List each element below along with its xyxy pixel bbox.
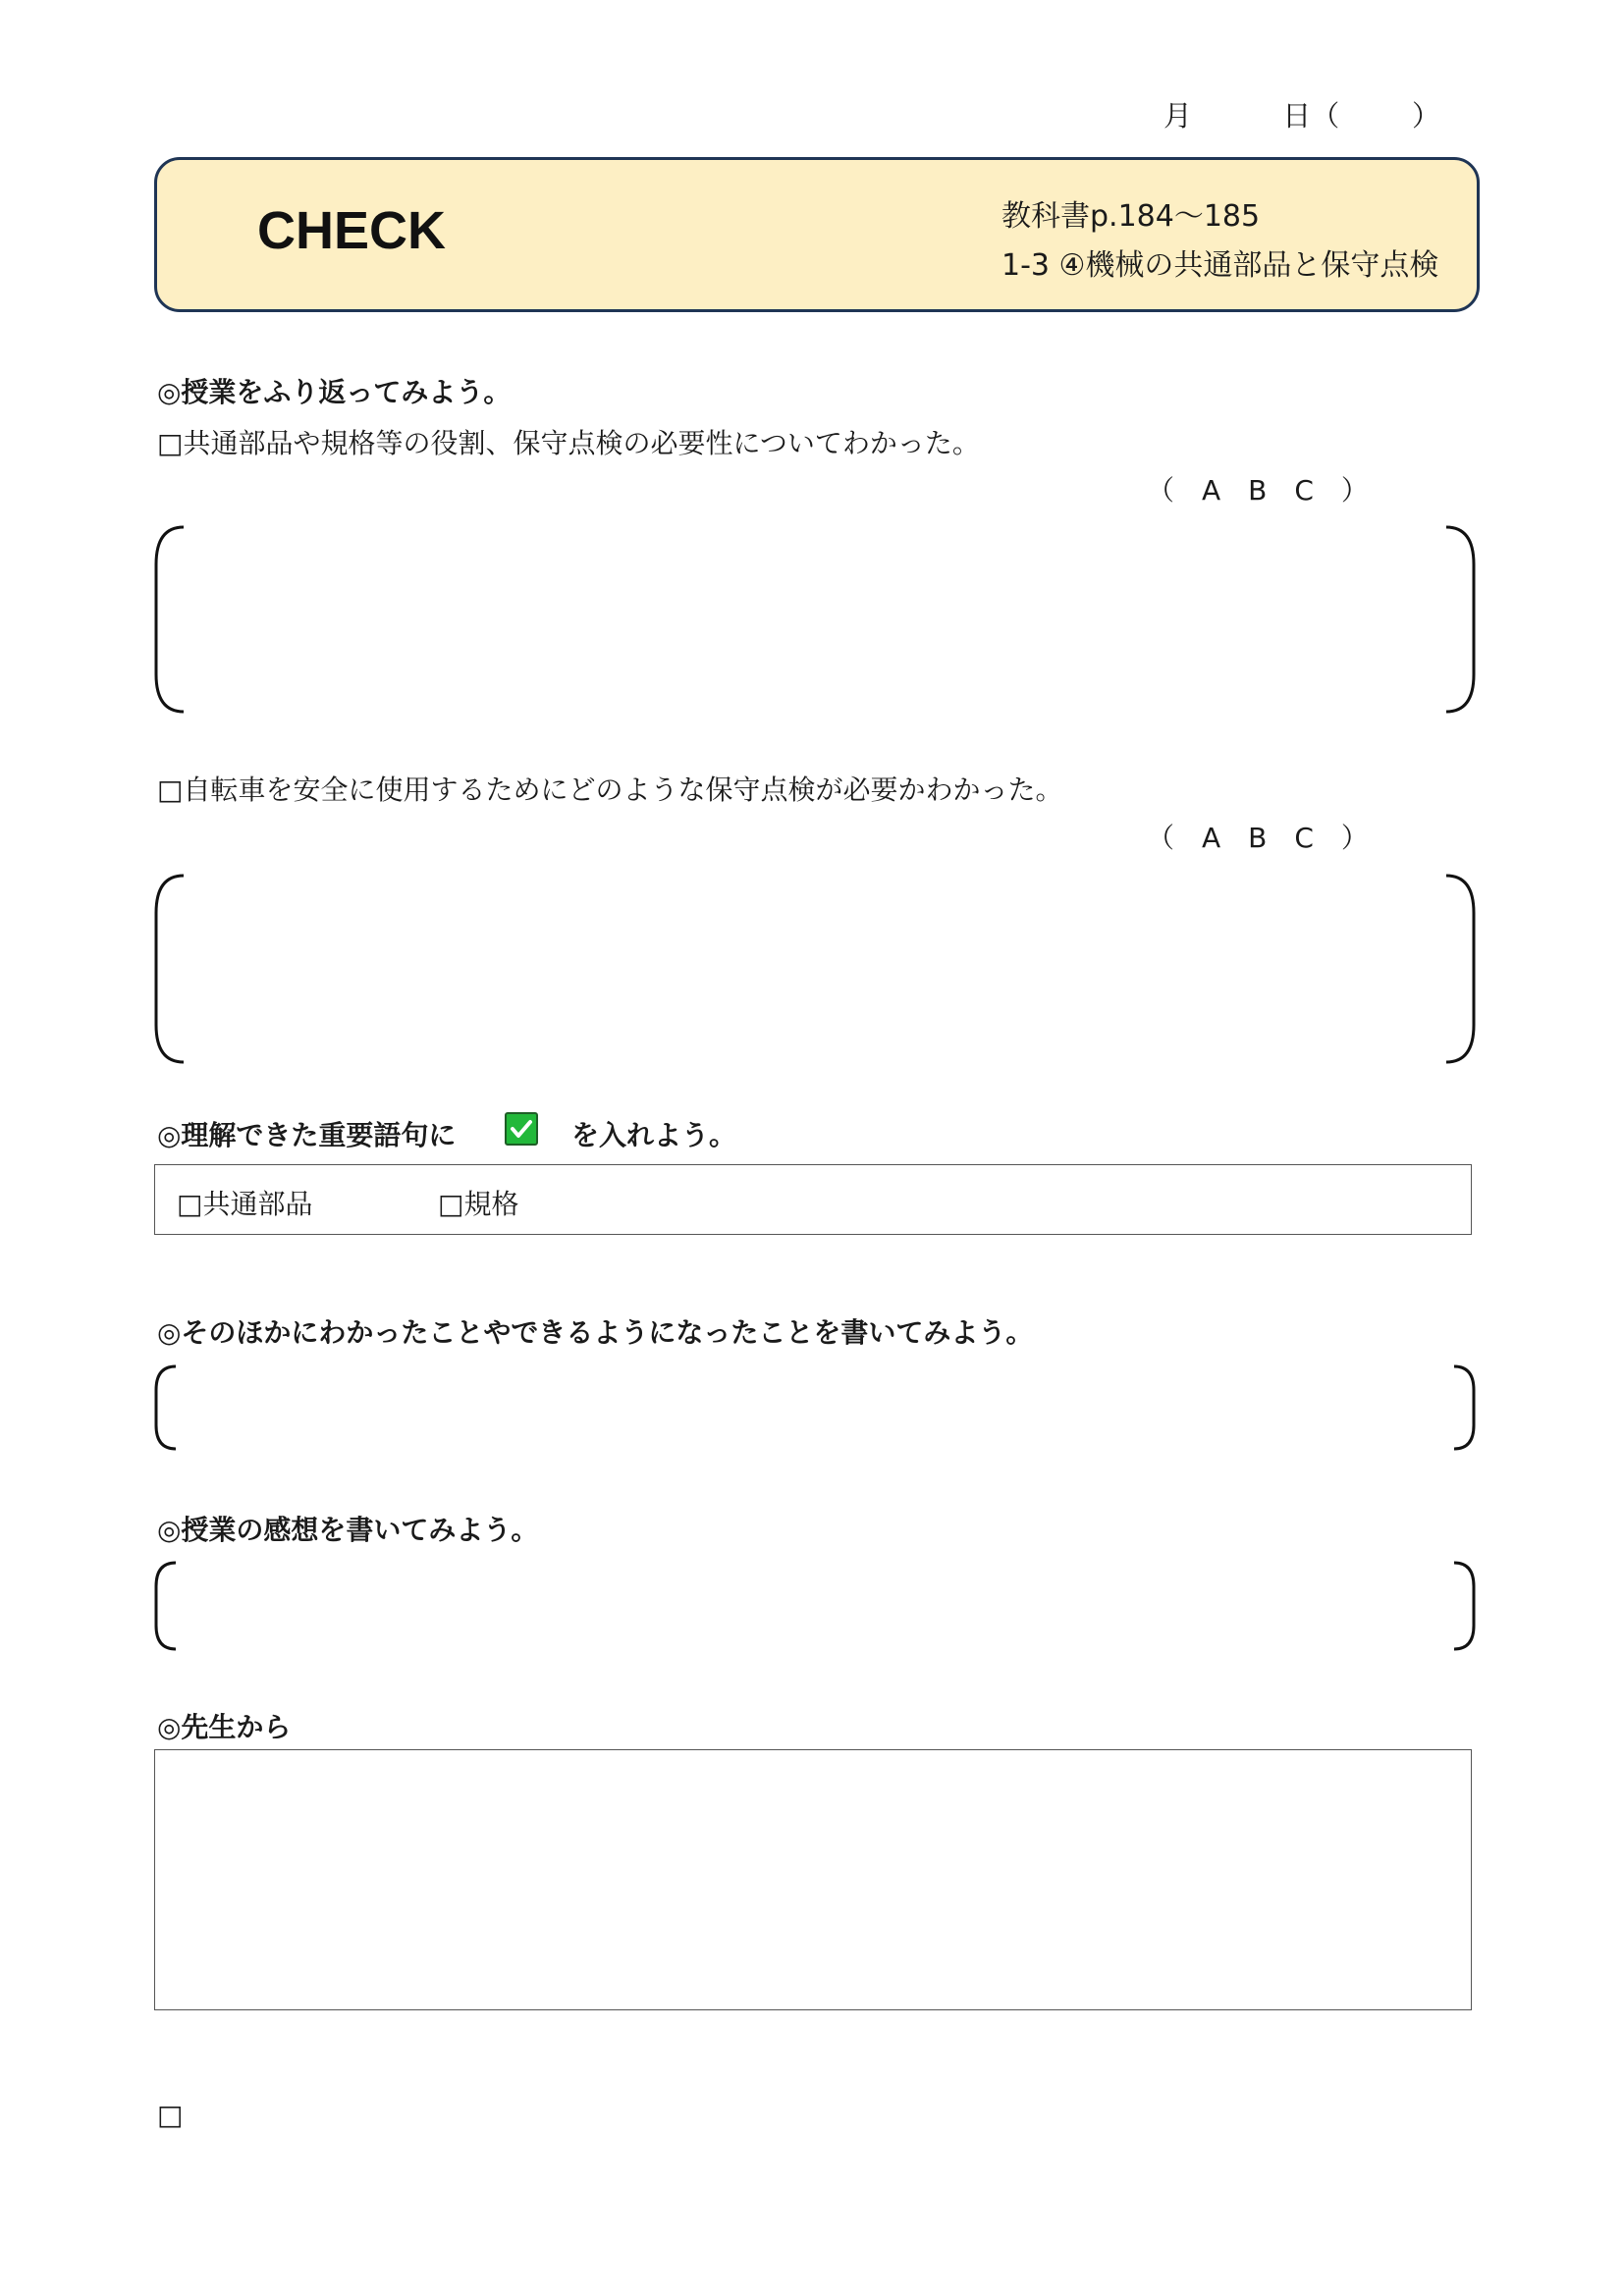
reflection-item-1-answer-area[interactable] [154, 525, 1476, 714]
teacher-comment-box[interactable] [154, 1749, 1472, 2010]
teacher-heading: ◎先生から [157, 1711, 292, 1743]
footer-checkbox[interactable]: □ [157, 2099, 184, 2131]
terms-box [154, 1164, 1472, 1235]
bracket-frame [154, 1364, 1476, 1451]
textbook-reference: 教科書p.184～185 [1001, 199, 1261, 234]
reflection-item-2-text[interactable]: □自転車を安全に使用するためにどのような保守点検が必要かわかった。 [157, 774, 1063, 806]
bracket-frame [154, 1561, 1476, 1651]
reflection-item-2-rating[interactable]: （ A B C ） [1147, 822, 1369, 854]
month-label: 月 [1163, 99, 1193, 133]
date-line [1163, 94, 1440, 134]
term-checkbox-common-parts[interactable]: □共通部品 [177, 1188, 313, 1220]
reflection-item-2-answer-area[interactable] [154, 874, 1476, 1064]
bracket-frame [154, 525, 1476, 714]
day-label: 日（ [1282, 99, 1340, 133]
terms-heading-suffix: を入れよう。 [571, 1119, 737, 1151]
impressions-heading: ◎授業の感想を書いてみよう。 [157, 1514, 539, 1546]
terms-heading: ◎理解できた重要語句に [157, 1119, 457, 1151]
page-title: CHECK [257, 201, 447, 260]
green-check-icon [505, 1112, 538, 1146]
other-learnings-heading: ◎そのほかにわかったことやできるようになったことを書いてみよう。 [157, 1316, 1034, 1349]
reflection-item-1-rating[interactable]: （ A B C ） [1147, 474, 1369, 507]
term-checkbox-standards[interactable]: □規格 [438, 1188, 519, 1220]
reflection-item-1-text[interactable]: □共通部品や規格等の役割、保守点検の必要性についてわかった。 [157, 427, 980, 459]
date-close-paren: ） [1411, 99, 1440, 133]
other-learnings-answer-area[interactable] [154, 1364, 1476, 1451]
lesson-title: 1-3 ④機械の共通部品と保守点検 [1001, 248, 1439, 283]
reflection-heading: ◎授業をふり返ってみよう。 [157, 376, 512, 408]
bracket-frame [154, 874, 1476, 1064]
impressions-answer-area[interactable] [154, 1561, 1476, 1651]
